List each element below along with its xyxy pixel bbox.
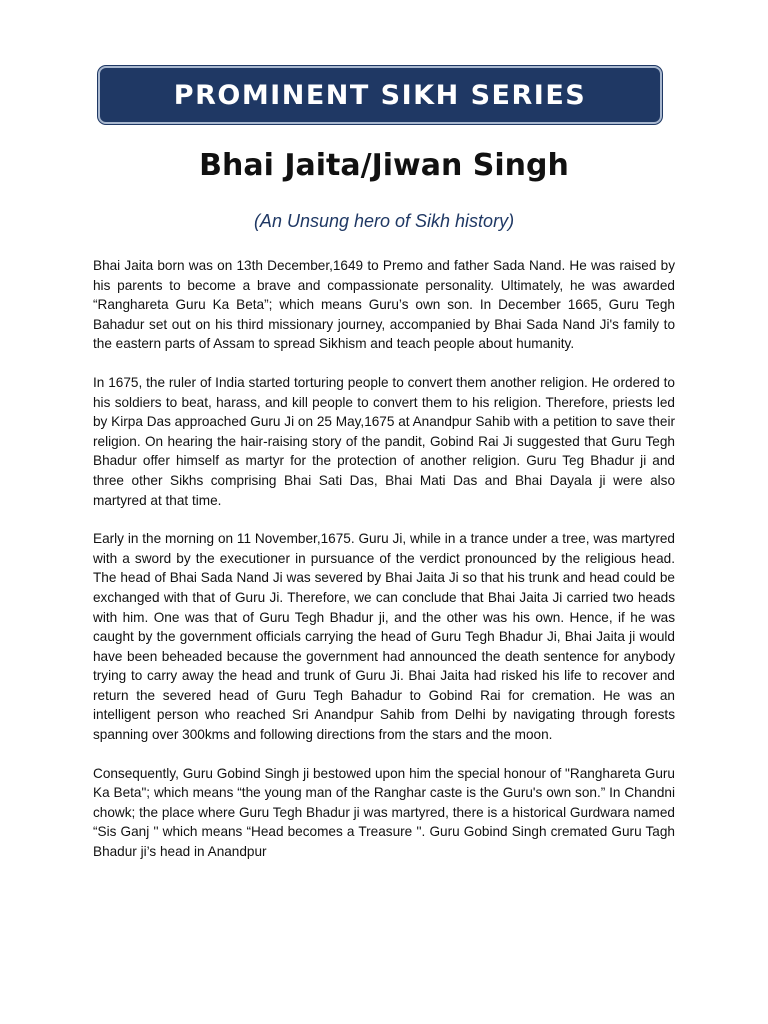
article-body (93, 256, 675, 956)
page-subtitle: (An Unsung hero of Sikh history) (253, 211, 515, 231)
paragraph-1: Bhai Jaita born was on 13th December,1649 to Premo and father Sada Nand. He was raised by his parents to become a brave and compassionate personality. Ultimately, he was awarded “Ranghareta Guru Ka Beta”; which means Guru’s own son. In December 1665, Guru Tegh Bahadur set out on his third missionary journey, accompanied by Bhai Sada Nand Ji's family to the eastern parts of Assam to spread Sikhism and teach people about humanity. (93, 258, 675, 352)
paragraph-4: Consequently, Guru Gobind Singh ji bestowed upon him the special honour of "Ranghareta Guru Ka Beta"; which means “the young man of the Ranghar caste is the Guru's own son.” In Chandni chowk; the place where Guru Tegh Bhadur ji was martyred, there is a historical Gurdwara named “Sis Ganj '' which means “Head becomes a Treasure ''. Guru Gobind Singh cremated Guru Tagh Bhadur ji’s head in Anandpur (93, 765, 675, 860)
series-banner-text: PROMINENT SIKH SERIES (173, 79, 587, 111)
paragraph-2: In 1675, the ruler of India started torturing people to convert them another religion. He ordered to his soldiers to beat, harass, and kill people to convert them to his religion. Therefore, priests led by Kirpa Das approached Guru Ji on 25 May,1675 at Anandpur Sahib with a petition to save their religion. On hearing the hair-raising story of the pandit, Gobind Rai Ji suggested that Guru Tegh Bhadur offer himself as martyr for the protection of another religion. Guru Teg Bhadur ji and three other Sikhs comprising Bhai Sati Das, Bhai Mati Das and Bhai Dayala ji were also martyred at that time. (93, 374, 675, 508)
series-banner (98, 66, 662, 124)
paragraph-3: Early in the morning on 11 November,1675. Guru Ji, while in a trance under a tree, was martyred with a sword by the executioner in pursuance of the verdict pronounced by the religious head. The head of Bhai Sada Nand Ji was severed by Bhai Jaita Ji so that his trunk and head could be exchanged with that of Guru Ji. Therefore, we can conclude that Bhai Jaita Ji carried two heads with him. One was that of Guru Tegh Bhadur ji, and the other was his own. Hence, if he was caught by the government officials carrying the head of Guru Tegh Bhadur Ji, Bhai Jaita ji would have been beheaded because the government had announced the death sentence for anybody trying to carry away the head and trunk of Guru Ji. Bhai Jaita had risked his life to recover and return the severed head of Guru Tegh Bahadur to Gobind Rai for cremation. He was an intelligent person who reached Sri Anandpur Sahib from Delhi by navigating through forests spanning over 300kms and following directions from the stars and the moon. (93, 531, 675, 743)
page-title: Bhai Jaita/Jiwan Singh (199, 148, 569, 183)
